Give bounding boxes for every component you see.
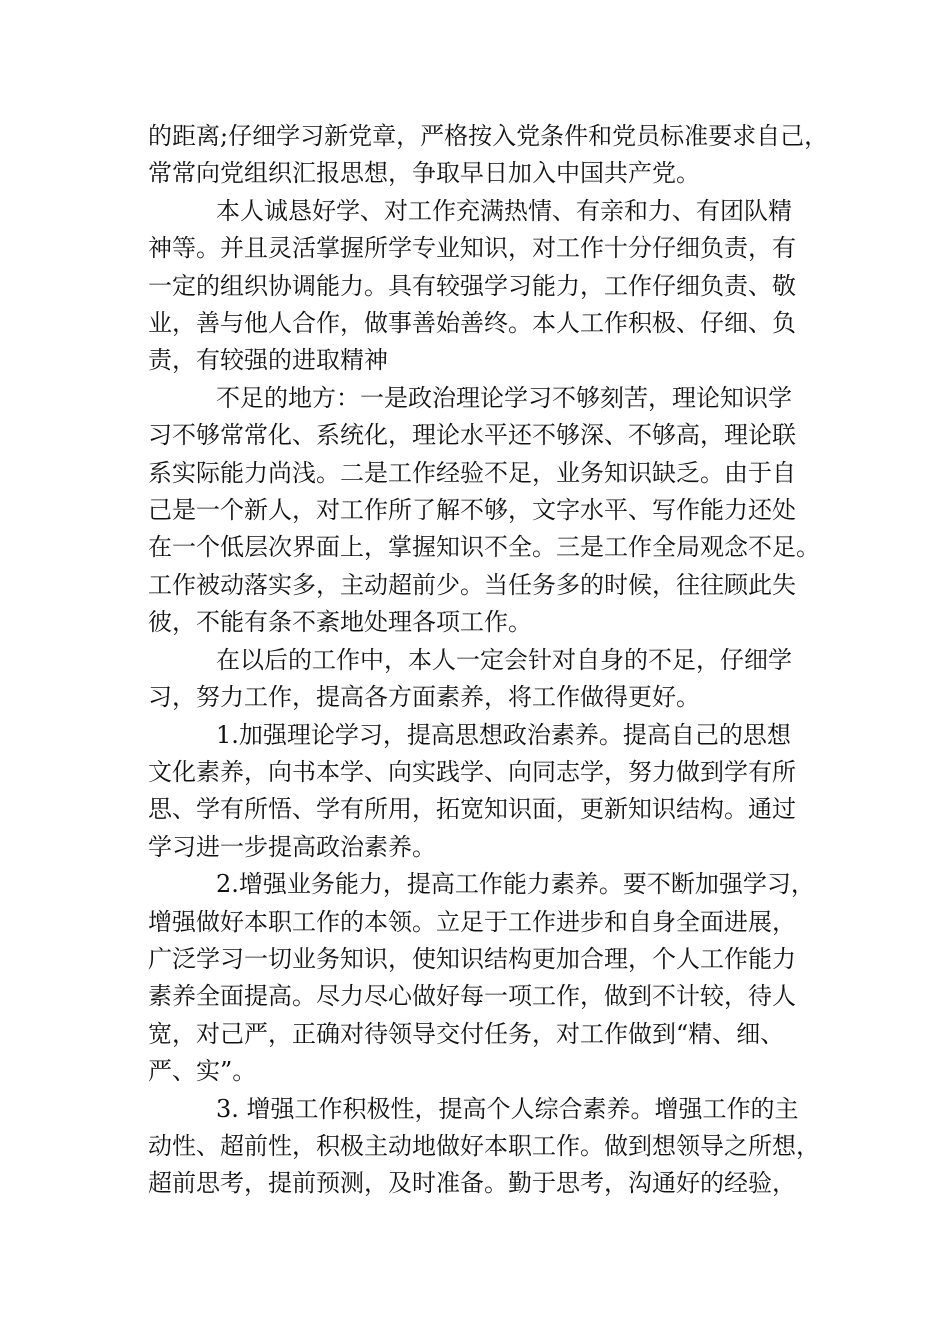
text-line: 的距离;仔细学习新党章，严格按入党条件和党员标准要求自己，: [148, 122, 829, 150]
text-line: 一定的组织协调能力。具有较强学习能力，工作仔细负责、敬: [148, 271, 796, 300]
text-line: 广泛学习一切业务知识，使知识结构更加合理，个人工作能力: [148, 944, 796, 973]
text-line: 宽，对己严，正确对待领导交付任务，对工作做到“精、细、: [148, 1019, 785, 1048]
text-line: 系实际能力尚浅。二是工作经验不足，业务知识缺乏。由于自: [148, 458, 796, 487]
paragraph-6: [148, 866, 828, 1090]
text-line: 神等。并且灵活掌握所学专业知识，对工作十分仔细负责，有: [148, 234, 796, 263]
document-body: [148, 118, 828, 1203]
text-line: 彼，不能有条不紊地处理各项工作。: [148, 608, 532, 637]
text-line: 增强做好本职工作的本领。立足于工作进步和自身全面进展，: [148, 907, 796, 936]
text-line: 素养全面提高。尽力尽心做好每一项工作，做到不计较，待人: [148, 982, 796, 1011]
text-line: 在以后的工作中，本人一定会针对自身的不足，仔细学: [216, 645, 792, 674]
text-line: 学习进一步提高政治素养。: [148, 832, 436, 861]
text-line: 1.加强理论学习，提高思想政治素养。提高自己的思想: [216, 720, 791, 749]
text-line: 不足的地方：一是政治理论学习不够刻苦，理论知识学: [216, 383, 792, 412]
text-line: 本人诚恳好学、对工作充满热情、有亲和力、有团队精: [216, 196, 792, 225]
text-line: 业，善与他人合作，做事善始善终。本人工作积极、仔细、负: [148, 309, 796, 338]
text-line: 在一个低层次界面上，掌握知识不全。三是工作全局观念不足。: [148, 533, 820, 562]
text-line: 习，努力工作，提高各方面素养，将工作做得更好。: [148, 683, 700, 712]
text-line: 动性、超前性，积极主动地做好本职工作。做到想领导之所想，: [148, 1131, 820, 1160]
text-line: 己是一个新人，对工作所了解不够，文字水平、写作能力还处: [148, 496, 796, 525]
paragraph-1: [148, 118, 828, 193]
text-line: 文化素养，向书本学、向实践学、向同志学，努力做到学有所: [148, 757, 796, 786]
text-line: 思、学有所悟、学有所用，拓宽知识面，更新知识结构。通过: [148, 795, 796, 824]
text-line: 严、实”。: [148, 1057, 257, 1086]
paragraph-4: [148, 642, 828, 717]
paragraph-2: [148, 193, 828, 380]
text-line: 2.增强业务能力，提高工作能力素养。要不断加强学习，: [216, 870, 815, 899]
text-line: 习不够常常化、系统化，理论水平还不够深、不够高，理论联: [148, 421, 796, 450]
text-line: 3. 增强工作积极性，提高个人综合素养。增强工作的主: [216, 1094, 799, 1123]
text-line: 工作被动落实多，主动超前少。当任务多的时候，往往顾此失: [148, 570, 796, 599]
text-line: 责，有较强的进取精神: [148, 346, 388, 375]
paragraph-7: [148, 1091, 828, 1203]
paragraph-3: [148, 380, 828, 642]
text-line: 常常向党组织汇报思想，争取早日加入中国共产党。: [148, 159, 700, 188]
paragraph-5: [148, 717, 828, 867]
text-line: 超前思考，提前预测，及时准备。勤于思考，沟通好的经验，: [148, 1169, 796, 1198]
